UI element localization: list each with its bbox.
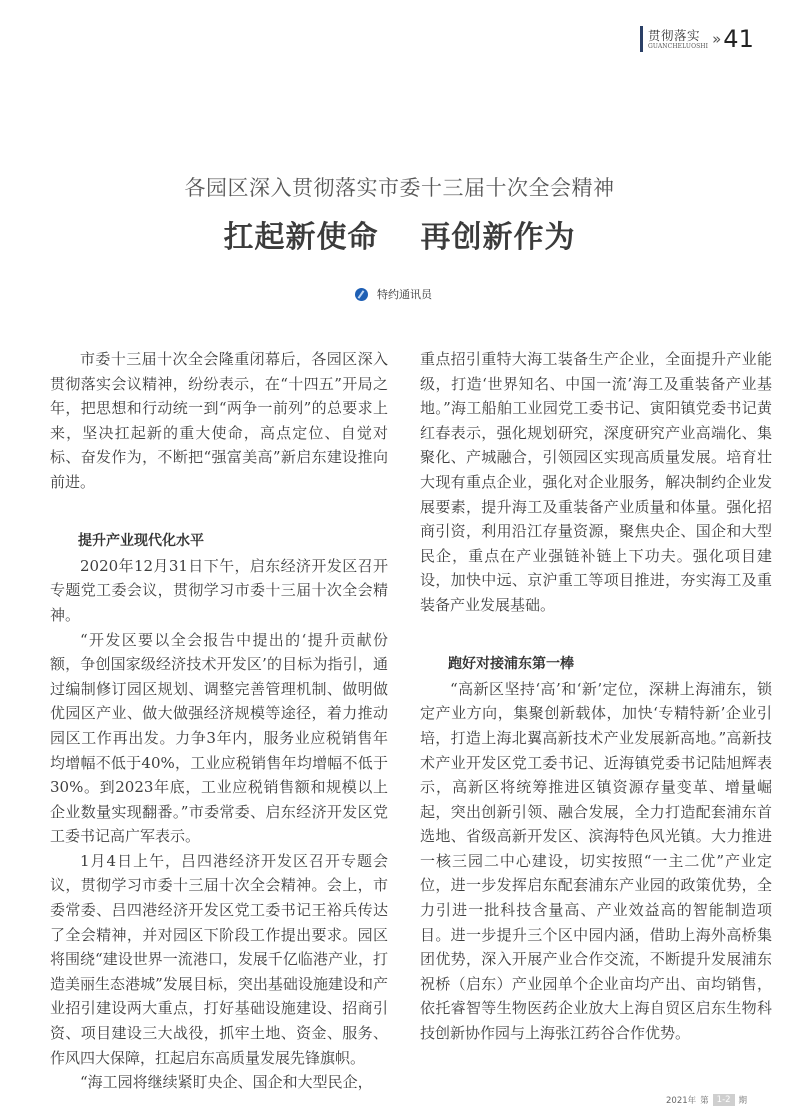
article-kicker: 各园区深入贯彻落实市委十三届十次全会精神 [184, 176, 615, 200]
footer-di: 第 [700, 1096, 709, 1106]
section-heading-1: 提升产业现代化水平 [78, 533, 204, 550]
article-title [0, 212, 799, 256]
body-paragraph: “高新区坚持‘高’和‘新’定位，深耕上海浦东，锁定产业方向，集聚创新载体，加快‘专精特新’企业引培，打造上海北翼高新技术产业发展新高地。”高新技术产业开发区党工委书记、近海镇党委书记陆旭辉表示，高新区将统筹推进区镇资源存量变革、增量崛起，突出创新引领、融合发展，全力打造配套浦东首选地、省级高新开发区、滨海特色风光镇。大力推进一核三园二中心建设，切实按照“一主二优”产业定位，进一步发挥启东配套浦东产业园的政策优势，全力引进一批科技含量高、产业效益高的智能制造项目。进一步提升三个区中园内涵，借助上海外高桥集团优势，深入开展产业合作交流，不断提升发展浦东祝桥（启东）产业园单个企业亩均产出、亩均销售，依托睿智等生物医药企业放大上海自贸区启东生物科技创新协作园与上海张江药谷合作优势。 [420, 679, 772, 1043]
section-heading-2: 跑好对接浦东第一棒 [448, 656, 574, 673]
byline-author: 特约通讯员 [377, 288, 432, 301]
body-paragraph: “开发区要以全会报告中提出的‘提升贡献份额，争创国家级经济技术开发区’的目标为指引，通过编制修订园区规划、调整完善管理机制、做明做优园区产业、做大做强经济规模等途径，着力推动园区工作再出发。力争3年内，服务业应税销售年均增幅不低于40%，工业应税销售年均增幅不低于30%。到2023年底，工业应税销售额和规模以上企业数量实现翻番。”市委常委、启东经济开发区党工委书记高广军表示。 [50, 630, 388, 846]
body-paragraph: 2020年12月31日下午，启东经济开发区召开专题党工委会议，贯彻学习市委十三届十次全会精神。 [50, 556, 388, 624]
footer-year: 2021年 [666, 1096, 697, 1106]
pen-icon [355, 288, 368, 301]
left-column [50, 347, 388, 1095]
header-accent-bar [640, 26, 643, 52]
section-label [648, 28, 708, 51]
footer-issue: 1-2 [713, 1094, 735, 1106]
body-paragraph: “海工园将继续紧盯央企、国企和大型民企， [80, 1073, 373, 1092]
page-number: 41 [723, 25, 754, 53]
section-name: 贯彻落实 [648, 27, 701, 43]
title-part-1: 扛起新使命 [223, 220, 379, 255]
footer-qi: 期 [738, 1096, 748, 1106]
body-paragraph-continued: 重点招引重特大海工装备生产企业，全面提升产业能级，打造‘世界知名、中国一流’海工及重装备产业基地。”海工船舶工业园党工委书记、寅阳镇党委书记黄红春表示，强化规划研究，深度研究产业高端化、集聚化、产城融合，引领园区实现高质量发展。培育壮大现有重点企业，强化对企业服务，解决制约企业发展要素，提升海工及重装备产业质量和体量。强化招商引资，利用沿江存量资源，聚焦央企、国企和大型民企，重点在产业强链补链上下功夫。强化项目建设，加快中远、京沪重工等项目推进，夯实海工及重装备产业发展基础。 [420, 350, 772, 614]
title-part-2: 再创新作为 [420, 220, 576, 255]
section-pinyin: GUANCHELUOSHI [648, 42, 709, 50]
body-paragraph: 1月4日上午，吕四港经济开发区召开专题会议，贯彻学习市委十三届十次全会精神。会上，市委常委、吕四港经济开发区党工委书记王裕兵传达了全会精神，并对园区下阶段工作提出要求。园区将围绕“建设世界一流港口，发展千亿临港产业，打造美丽生态港城”发展目标，突出基础设施建设和产业招引建设两大重点，打好基础设施建设、招商引资、项目建设三大战役，抓牢土地、资金、服务、作风四大保障，扛起启东高质量发展先锋旗帜。 [50, 851, 388, 1067]
intro-paragraph: 市委十三届十次全会隆重闭幕后，各园区深入贯彻落实会议精神，纷纷表示，在“十四五”开局之年，把思想和行动统一到“两争一前列”的总要求上来，坚决扛起新的重大使命，高点定位、自觉对标、奋发作为，不断把“强富美高”新启东建设推向前进。 [50, 350, 388, 491]
right-column [420, 347, 772, 1046]
page-footer [666, 1094, 747, 1106]
double-chevron-icon: » [712, 30, 722, 48]
running-header [640, 24, 754, 54]
byline [0, 286, 799, 302]
